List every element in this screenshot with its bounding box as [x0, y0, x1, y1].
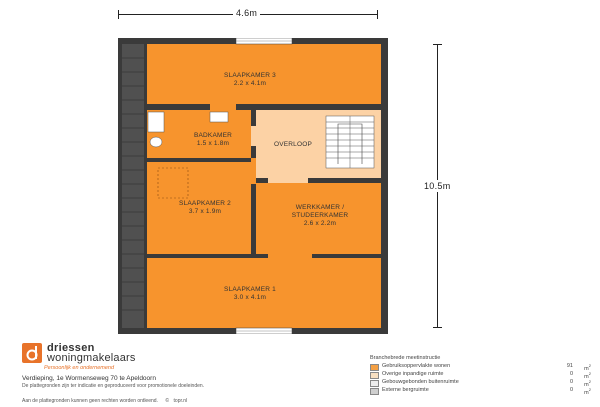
door-slaapkamer-3 — [210, 104, 236, 110]
label-werkkamer-line1: WERKKAMER / — [295, 204, 345, 211]
toilet — [150, 137, 162, 147]
legend-title: Branchebrede meetinstructie — [370, 355, 441, 361]
legend-label: Gebruiksoppervlakte wonen — [382, 363, 451, 369]
footer-credit: topr.nl — [173, 398, 188, 404]
label-slaapkamer-2 — [155, 200, 255, 216]
legend-row — [370, 371, 595, 379]
legend-label: Externe bergruimte — [382, 387, 429, 393]
legend-unit: $m^2$ — [584, 379, 591, 388]
legend-value: 0 — [569, 387, 573, 393]
height-label: 10.5m — [424, 181, 451, 191]
label-badkamer-name: BADKAMER — [193, 132, 233, 139]
door-werkkamer — [268, 178, 308, 183]
bath-cabinet — [148, 112, 164, 132]
brand-tagline: Persoonlijk en ondernemend — [44, 365, 115, 371]
legend-row — [370, 363, 595, 371]
logo-icon — [22, 343, 42, 363]
legend-unit: $m^2$ — [584, 371, 591, 380]
legend-swatch — [370, 364, 379, 371]
copyright-icon: © — [165, 398, 170, 404]
label-badkamer-size: 1.5 x 1.8m — [196, 140, 230, 147]
legend-row — [370, 379, 595, 387]
label-slaapkamer-3 — [200, 72, 300, 88]
label-overloop-name: OVERLOOP — [273, 141, 313, 148]
roof-slope — [122, 44, 144, 328]
label-slaapkamer-2-name: SLAAPKAMER 2 — [179, 200, 231, 207]
label-slaapkamer-1-name: SLAAPKAMER 1 — [224, 286, 276, 293]
legend — [370, 355, 595, 397]
legend-unit: $m^2$ — [584, 387, 591, 396]
brand-logo — [22, 343, 222, 373]
label-slaapkamer-2-size: 3.7 x 1.9m — [188, 208, 222, 215]
legend-swatch — [370, 388, 379, 395]
legend-swatch — [370, 372, 379, 379]
label-werkkamer-line2: STUDEERKAMER — [291, 212, 349, 219]
footer-line-2 — [22, 389, 282, 404]
width-label: 4.6m — [233, 8, 260, 18]
label-slaapkamer-3-size: 2.2 x 4.1m — [233, 80, 267, 87]
brand-name-line2: woningmakelaars — [47, 352, 136, 364]
label-slaapkamer-1-size: 3.0 x 4.1m — [233, 294, 267, 301]
legend-row — [370, 387, 595, 395]
legend-label: Gebouwgebonden buitenruimte — [382, 379, 459, 385]
legend-value: 0 — [569, 371, 573, 377]
height-dimension — [424, 44, 451, 328]
legend-label: Overige inpandige ruimte — [382, 371, 444, 377]
legend-swatch — [370, 380, 379, 387]
footer-title: Verdieping, 1e Wormenseweg 70 te Apeldoorn — [22, 375, 156, 382]
legend-unit: $m^2$ — [584, 363, 591, 372]
label-slaapkamer-3-name: SLAAPKAMER 3 — [224, 72, 276, 79]
label-overloop — [258, 141, 328, 149]
legend-value: 0 — [569, 379, 573, 385]
label-werkkamer — [270, 204, 370, 228]
width-dimension — [118, 8, 378, 22]
door-slaapkamer-1 — [268, 254, 312, 258]
label-werkkamer-size: 2.6 x 2.2m — [303, 220, 337, 227]
footer-disclaimer-1: De plattegronden zijn ter indicatie en geproduceerd voor promotionele doeleinden. — [22, 383, 205, 389]
label-slaapkamer-1 — [200, 286, 300, 302]
legend-value: 91 — [566, 363, 573, 369]
sink — [210, 112, 228, 122]
brand-name-line1: driessen — [47, 342, 95, 354]
door-slaapkamer-2 — [251, 158, 256, 184]
footer-disclaimer-2: Aan de plattegronden kunnen geen rechten worden ontleend. — [22, 398, 158, 404]
label-badkamer — [168, 132, 258, 148]
